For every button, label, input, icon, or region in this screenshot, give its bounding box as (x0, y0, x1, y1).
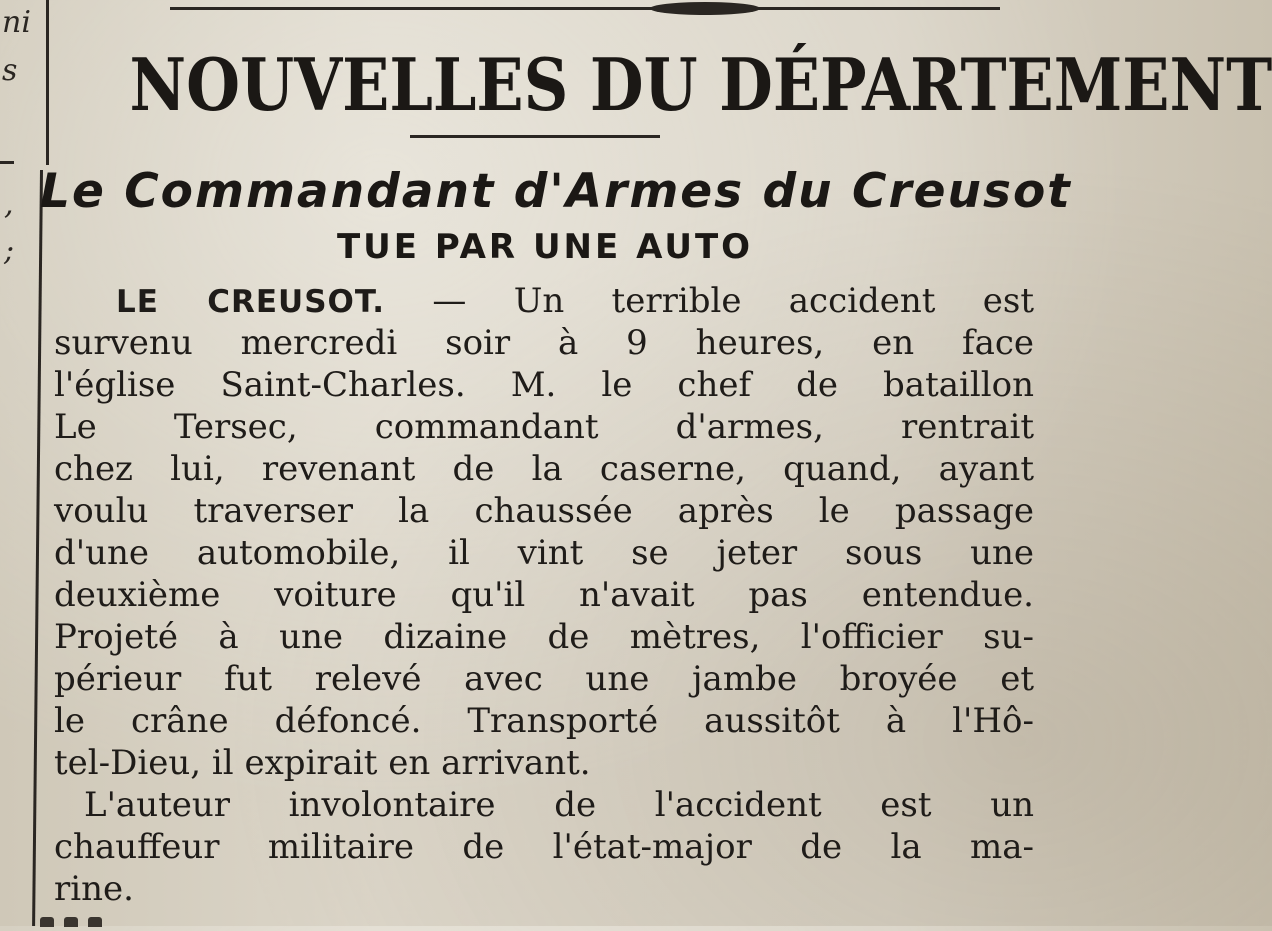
adjacent-column-text: , (4, 187, 14, 222)
article-line: le crâne défoncé. Transporté aussitôt à l'Hô- (54, 701, 1034, 741)
article-line: Projeté à une dizaine de mètres, l'officier su- (54, 617, 1034, 657)
cut-off-text-fragment (40, 912, 160, 926)
top-ornament-rule (170, 2, 1000, 16)
title-rule (410, 135, 660, 138)
article-body (54, 280, 1034, 910)
article-line: l'église Saint-Charles. M. le chef de bataillon (54, 365, 1034, 405)
article-subheadline: TUE PAR UNE AUTO (336, 227, 754, 267)
article-line: survenu mercredi soir à 9 heures, en face (54, 323, 1034, 363)
article-line: d'une automobile, il vint se jeter sous une (54, 533, 1034, 573)
article-line: voulu traverser la chaussée après le passage (54, 491, 1034, 531)
article-line: Le Tersec, commandant d'armes, rentrait (54, 407, 1034, 447)
adjacent-column-text: s (2, 53, 18, 88)
dateline: LE CREUSOT. (116, 284, 386, 320)
rule-ornament (650, 2, 760, 15)
section-title: NOUVELLES DU DÉPARTEMENT (129, 42, 1272, 127)
glyph-fragment (64, 917, 78, 927)
article-line-text: — Un terrible accident est (385, 281, 1035, 321)
article-line: deuxième voiture qu'il n'avait pas entendue. (54, 575, 1034, 615)
article-line: tel-Dieu, il expirait en arrivant. (54, 743, 591, 783)
glyph-fragment (40, 917, 54, 927)
article-headline: Le Commandant d'Armes du Creusot (40, 164, 1072, 219)
column-separator-tick (0, 161, 14, 164)
glyph-fragment (88, 917, 102, 927)
adjacent-column-text: ; (4, 233, 15, 268)
column-divider-upper (46, 0, 49, 165)
article-line: périeur fut relevé avec une jambe broyée et (54, 659, 1034, 699)
adjacent-column-text: ni (2, 5, 31, 40)
rule-line (170, 7, 1000, 10)
article-line: chez lui, revenant de la caserne, quand, ayant (54, 449, 1034, 489)
article-line: L'auteur involontaire de l'accident est un (84, 785, 1034, 825)
article-line: rine. (54, 869, 134, 909)
article-line (54, 280, 1034, 322)
article-line: chauffeur militaire de l'état-major de la ma- (54, 827, 1034, 867)
